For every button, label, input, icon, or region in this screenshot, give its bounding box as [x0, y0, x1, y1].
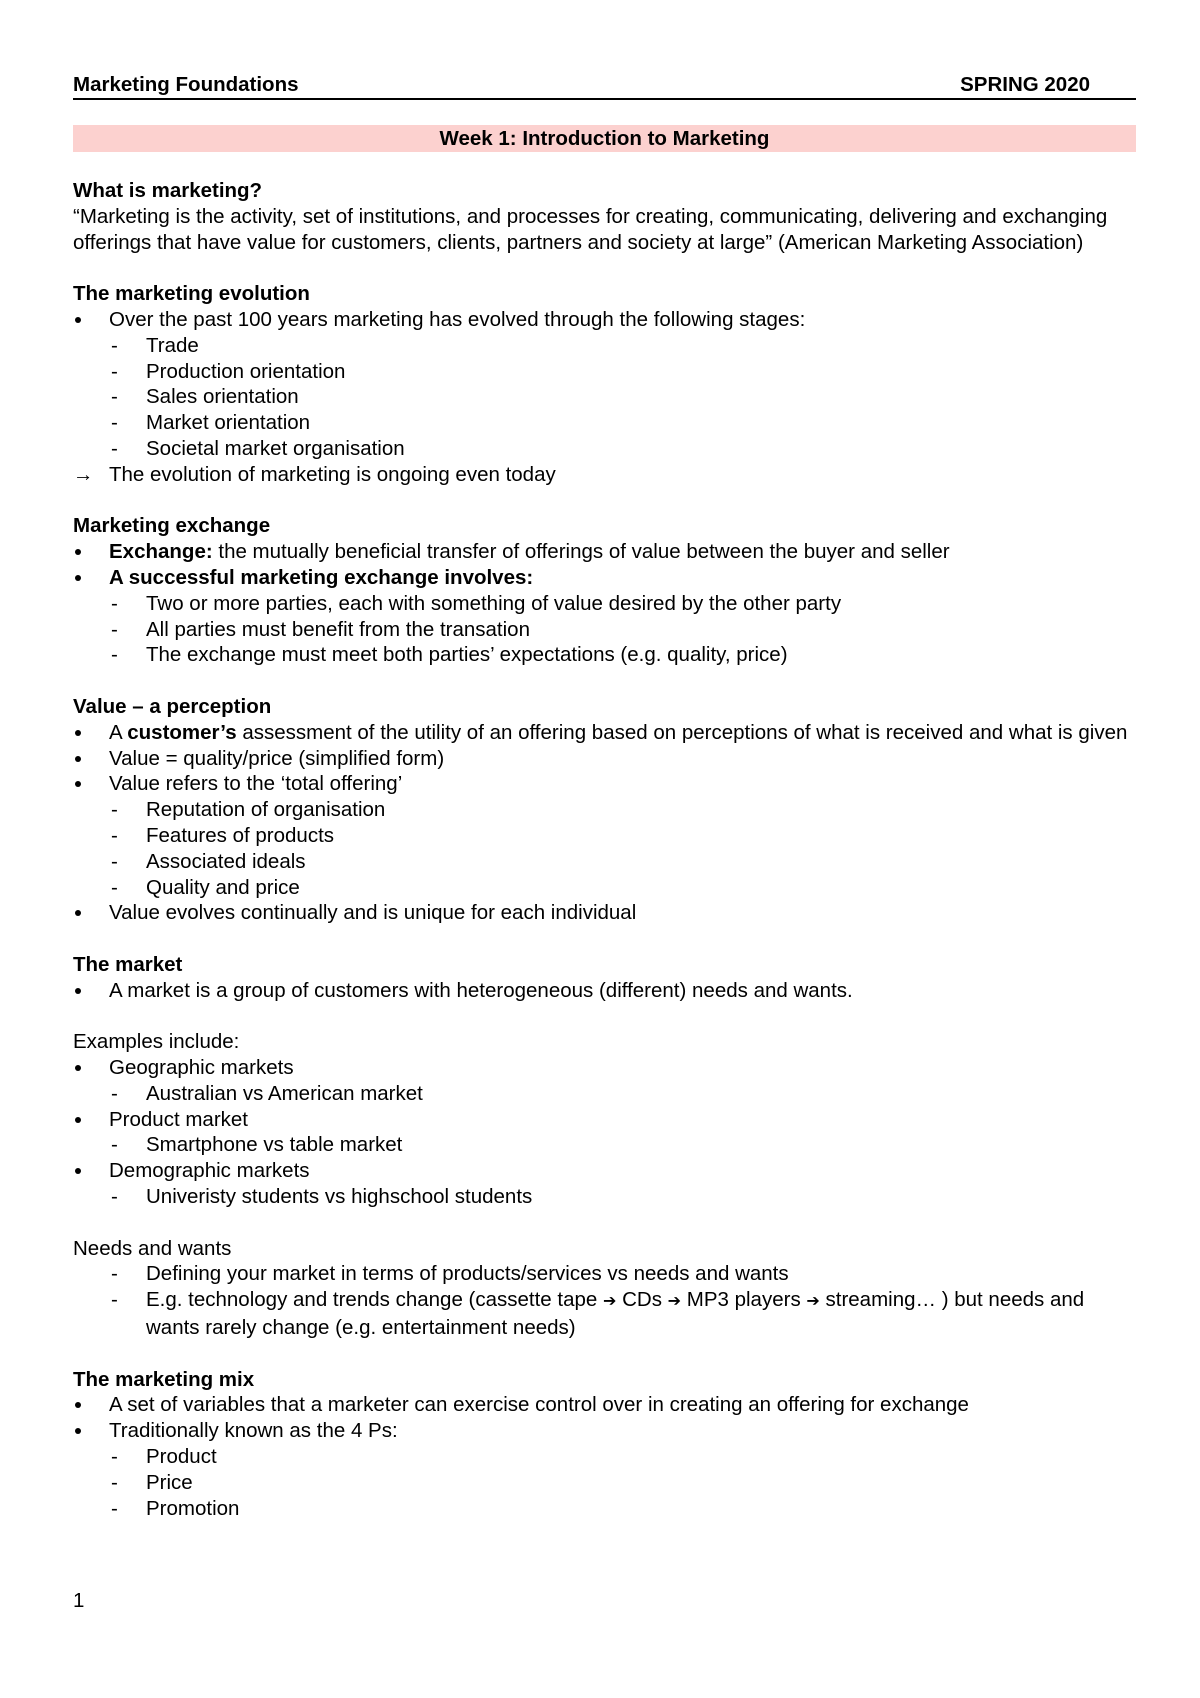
- section-heading: Value – a perception: [73, 694, 272, 718]
- text-part: E.g. technology and trends change (cassette tape: [146, 1288, 603, 1312]
- text-part: streaming… ) but needs and wants rarely change (e.g. entertainment needs): [146, 1288, 1085, 1340]
- list-item: Geographic markets: [73, 1055, 1136, 1081]
- section-heading: The marketing evolution: [73, 282, 310, 306]
- examples-label: Examples include:: [73, 1030, 240, 1054]
- arrow-icon: ➔: [806, 1293, 820, 1311]
- list-item: - The exchange must meet both parties’ expectations (e.g. quality, price): [73, 642, 1136, 668]
- bullet-list: [73, 307, 1136, 488]
- list-item: - Two or more parties, each with something of value desired by the other party: [73, 591, 1136, 617]
- arrow-icon: ➔: [603, 1293, 617, 1311]
- dash-list: [73, 1261, 1136, 1340]
- term-label: SPRING 2020: [960, 73, 1090, 96]
- list-item: - Societal market organisation: [73, 436, 1136, 462]
- list-item: - Sales orientation: [73, 384, 1136, 410]
- list-item: - Production orientation: [73, 359, 1136, 385]
- arrow-icon: →: [73, 462, 94, 486]
- list-item: [73, 565, 1136, 591]
- arrow-icon: ➔: [667, 1293, 682, 1311]
- list-item: Value = quality/price (simplified form): [73, 746, 1136, 772]
- list-item: A set of variables that a marketer can exercise control over in creating an offering for exchange: [73, 1392, 1136, 1418]
- course-title: Marketing Foundations: [73, 73, 299, 96]
- list-item: [73, 1287, 1136, 1341]
- notes-content: [73, 178, 1136, 1521]
- list-item: - Australian vs American market: [73, 1081, 1136, 1107]
- list-item: - Reputation of organisation: [73, 797, 1136, 823]
- list-item: - Product: [73, 1444, 1136, 1470]
- arrow-text: The evolution of marketing is ongoing even today: [109, 462, 556, 486]
- term-bold: Exchange:: [109, 540, 213, 564]
- list-item: [73, 720, 1136, 746]
- list-item: Value refers to the ‘total offering’: [73, 771, 1136, 797]
- text-part: CDs: [616, 1288, 668, 1312]
- list-item: Demographic markets: [73, 1158, 1136, 1184]
- needs-wants-label: Needs and wants: [73, 1236, 232, 1260]
- list-item: - All parties must benefit from the transation: [73, 617, 1136, 643]
- bullet-list: [73, 1055, 1136, 1210]
- list-item: - Associated ideals: [73, 849, 1136, 875]
- list-item: A market is a group of customers with heterogeneous (different) needs and wants.: [73, 978, 1136, 1004]
- text-prefix: A: [109, 720, 128, 744]
- list-item: [73, 462, 1136, 488]
- list-item: Product market: [73, 1107, 1136, 1133]
- page-header: [73, 72, 1136, 100]
- list-item: - Trade: [73, 333, 1136, 359]
- term-text: assessment of the utility of an offering based on perceptions of what is received and what is given: [236, 720, 1128, 744]
- section-heading: The market: [73, 952, 183, 976]
- list-item: - Univeristy students vs highschool students: [73, 1184, 1136, 1210]
- term-text: the mutually beneficial transfer of offerings of value between the buyer and seller: [212, 540, 950, 564]
- list-item: [73, 539, 1136, 565]
- list-item: Traditionally known as the 4 Ps:: [73, 1418, 1136, 1444]
- bullet-list: [73, 539, 1136, 668]
- week-title: Week 1: Introduction to Marketing: [73, 125, 1136, 152]
- list-item: - Defining your market in terms of products/services vs needs and wants: [73, 1261, 1136, 1287]
- term-bold: A successful marketing exchange involves:: [109, 565, 534, 589]
- bullet-list: [73, 1392, 1136, 1521]
- list-item: Over the past 100 years marketing has evolved through the following stages:: [73, 307, 1136, 333]
- list-item: - Smartphone vs table market: [73, 1132, 1136, 1158]
- definition-quote: “Marketing is the activity, set of institutions, and processes for creating, communicating, delivering and exchanging offerings that have value for customers, clients, partners and society at large” (American Marketing Association): [73, 204, 1108, 254]
- list-item: - Price: [73, 1470, 1136, 1496]
- section-heading: What is marketing?: [73, 179, 263, 202]
- list-item: - Market orientation: [73, 410, 1136, 436]
- section-heading: Marketing exchange: [73, 514, 271, 538]
- list-item: Value evolves continually and is unique for each individual: [73, 900, 1136, 926]
- text-part: MP3 players: [681, 1288, 807, 1312]
- list-item: - Promotion: [73, 1496, 1136, 1522]
- bullet-list: [73, 978, 1136, 1004]
- list-item: - Quality and price: [73, 875, 1136, 901]
- section-heading: The marketing mix: [73, 1367, 255, 1391]
- term-bold: customer’s: [127, 720, 237, 744]
- list-item: - Features of products: [73, 823, 1136, 849]
- page-number: 1: [73, 1589, 85, 1612]
- bullet-list: [73, 720, 1136, 926]
